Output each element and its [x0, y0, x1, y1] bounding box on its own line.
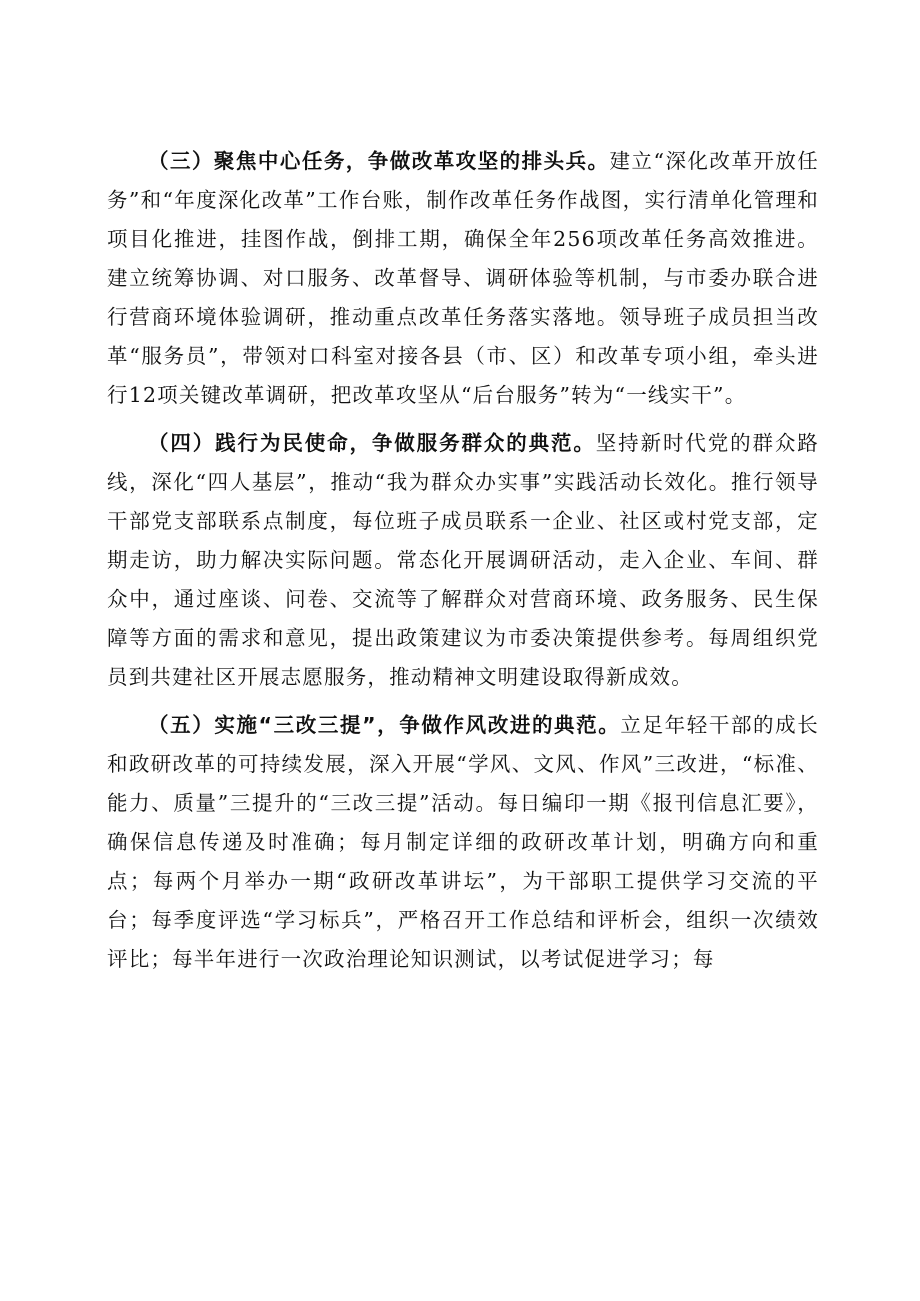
section-4-body: 坚持新时代党的群众路线，深化“四人基层”，推动“我为群众办实事”实践活动长效化。推行领导干部党支部联系点制度，每位班子成员联系一企业、社区或村党支部，定期走访，助力解决实际问题。常态化开展调研活动，走入企业、车间、群众中，通过座谈、问卷、交流等了解群众对营商环境、政务服务、民生保障等方面的需求和意见，提出政策建议为市委决策提供参考。每周组织党员到共建社区开展志愿服务，推动精神文明建设取得新成效。 — [107, 431, 820, 689]
paragraph-section-5 — [107, 706, 819, 979]
section-3-heading: （三）聚焦中心任务，争做改革攻坚的排头兵。 — [148, 149, 610, 173]
section-5-heading: （五）实施“三改三提”，争做作风改进的典范。 — [148, 713, 621, 737]
paragraph-section-4 — [107, 424, 819, 697]
section-3-body: 建立“深化改革开放任务”和“年度深化改革”工作台账，制作改革任务作战图，实行清单化管理和项目化推进，挂图作战，倒排工期，确保全年256项改革任务高效推进。建立统筹协调、对口服务、改革督导、调研体验等机制，与市委办联合进行营商环境体验调研，推动重点改革任务落实落地。领导班子成员担当改革“服务员”，带领对口科室对接各县（市、区）和改革专项小组，牵头进行12项关键改革调研，把改革攻坚从“后台服务”转为“一线实干”。 — [107, 149, 820, 407]
paragraph-section-3 — [107, 142, 819, 415]
section-4-heading: （四）践行为民使命，争做服务群众的典范。 — [148, 431, 596, 455]
section-5-body: 立足年轻干部的成长和政研改革的可持续发展，深入开展“学风、文风、作风”三改进，“标准、能力、质量”三提升的“三改三提”活动。每日编印一期《报刊信息汇要》，确保信息传递及时准确；每月制定详细的政研改革计划，明确方向和重点；每两个月举办一期“政研改革讲坛”，为干部职工提供学习交流的平台；每季度评选“学习标兵”，严格召开工作总结和评析会，组织一次绩效评比；每半年进行一次政治理论知识测试，以考试促进学习；每 — [107, 713, 819, 971]
document-body — [107, 142, 819, 988]
